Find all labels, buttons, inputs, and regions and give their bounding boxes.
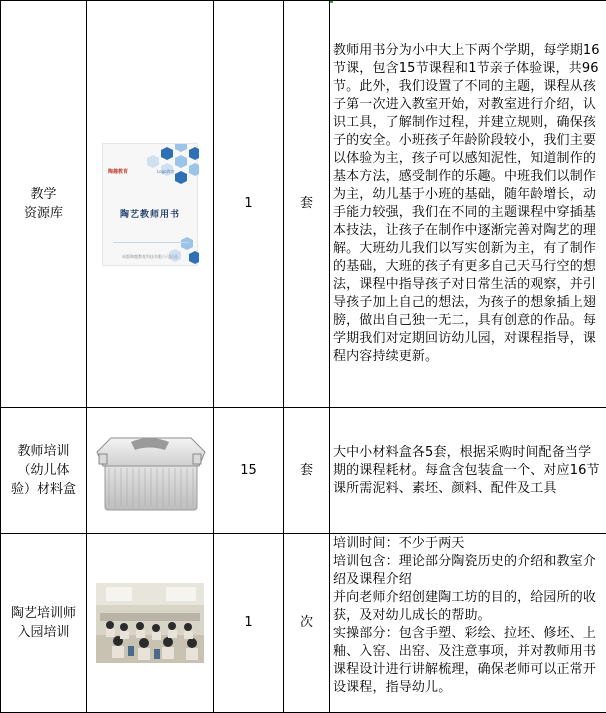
description-text: 大中小材料盒各5套，根据采购时间配备当学期的课程耗材。每盒含包装盒一个、对应16节课所需泥料、素坯、颜料、配件及工具 — [333, 444, 600, 496]
storage-box-icon — [91, 428, 209, 514]
item-name-cell — [1, 1, 87, 408]
description-cell — [330, 1, 606, 408]
unit-cell: 套 — [284, 408, 330, 534]
item-name: 教师培训 （幼儿体 验）材料盒 — [10, 444, 76, 497]
quantity-cell: 15 — [214, 408, 284, 534]
unit-cell: 套 — [284, 1, 330, 408]
training-photo-image — [96, 583, 204, 663]
training-content-line: 培训包含：理论部分陶瓷历史的介绍和教室介绍及课程介绍 — [333, 554, 597, 587]
item-name: 陶艺培训师 入园培训 — [10, 606, 76, 640]
description-cell — [330, 534, 606, 713]
book-brand-right: Logo教育 — [157, 168, 175, 174]
book-title: 陶艺教师用书 — [119, 209, 180, 220]
training-time-line: 培训时间：不少于两天 — [333, 536, 465, 551]
item-name-cell — [1, 534, 87, 713]
training-photo-icon — [96, 583, 204, 663]
description-cell — [330, 408, 606, 534]
item-image-cell — [87, 1, 214, 408]
unit-cell: 次 — [284, 534, 330, 713]
item-name: 教学 资源库 — [23, 187, 63, 221]
item-image-cell — [87, 534, 214, 713]
table-row — [1, 534, 606, 713]
item-image-cell — [87, 408, 214, 534]
item-name-cell — [1, 408, 87, 534]
table-row — [1, 1, 606, 408]
description-text: 教师用书分为小中大上下两个学期，每学期16节课，包含15节课程和1节亲子体验课，共96节。此外，我们设置了不同的主题，课程从孩子第一次进入教室开始，对教室进行介绍，认识工具，了解制作过程，并建立规则，确保孩子的安全。小班孩子年龄阶段较小，我们主要以体验为主，孩子可以感知泥性，知道制作的基本方法，感受制作的乐趣。中班我们以制作为主，幼儿基于小班的基础，随年龄增长，动手能力较强，我们在不同的主题课程中穿插基本技法，让孩子在制作中逐渐完善对陶艺的理解。大班幼儿我们以写实创新为主，有了制作的基础，大班的孩子有更多自己天马行空的想法，课程中指导孩子对日常生活的观察，并引导孩子加上自己的想法，为孩子的想象插上翅膀，做出自己独一无二，具有创意的作品。每学期我们对定期回访幼儿园，对课程指导，课程内容持续更新。 — [333, 43, 600, 364]
book-publisher: 成都陶趣教育科技有限公司出品 — [122, 253, 178, 259]
quantity-cell: 1 — [214, 534, 284, 713]
quantity-cell: 1 — [214, 1, 284, 408]
book-cover-image — [102, 143, 198, 266]
table-row — [1, 408, 606, 534]
training-practice-line: 实操部分：包含手塑、彩绘、拉坯、修坯、上釉、入窑、出窑、及注意事项，并对教师用书课程设计进行讲解梳理，确保老师可以正常开设课程，指导幼儿。 — [333, 626, 597, 695]
book-brand-logo: 陶趣教育 — [108, 168, 129, 175]
training-purpose-line: 并向老师介绍创建陶工坊的目的，给园所的收获，及对幼儿成长的帮助。 — [333, 590, 597, 623]
storage-box-image — [91, 428, 209, 514]
